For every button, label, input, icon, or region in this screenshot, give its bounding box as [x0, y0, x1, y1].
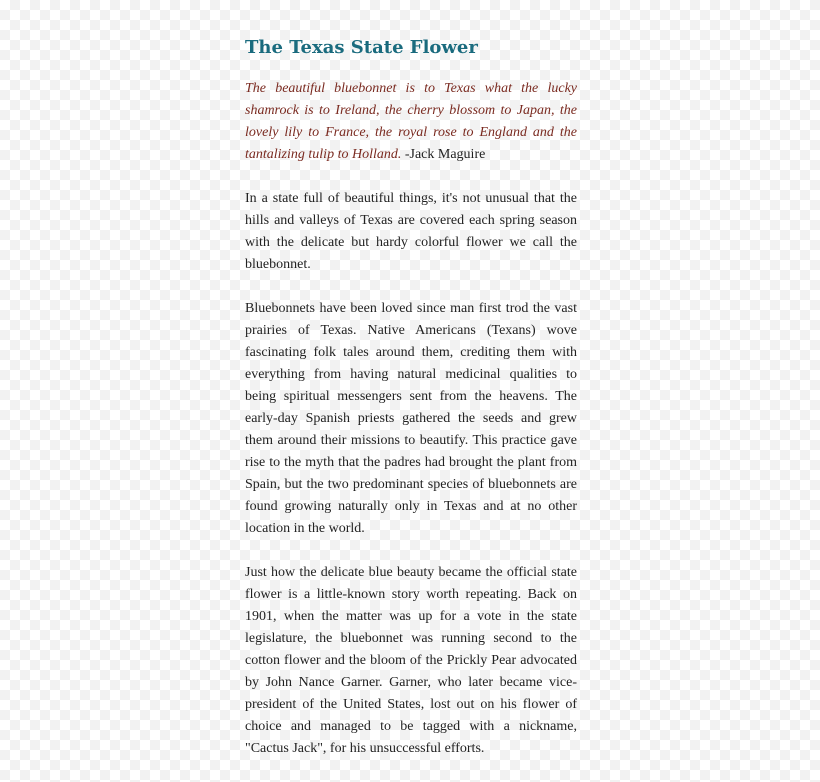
paragraph: In a state full of beautiful things, it's not unusual that the hills and valleys of Texas are covered each spring season with the delicate but hardy colorful flower we call the bluebonnet. — [245, 191, 577, 272]
quote-attribution: -Jack Maguire — [404, 147, 486, 162]
paragraph: Just how the delicate blue beauty became the official state flower is a little-known story worth repeating. Back on 1901, when the matter was up for a vote in the state legislature, the bluebonnet was running second to the cotton flower and the bloom of the Prickly Pear advocated by John Nance Garner. Garner, who later became vice-president of the United States, lost out on his flower of choice and managed to be tagged with a nickname, "Cactus Jack", for his unsuccessful efforts. — [245, 565, 577, 756]
article — [245, 36, 577, 782]
paragraph: Bluebonnets have been loved since man first trod the vast prairies of Texas. Native Americans (Texans) wove fascinating folk tales around them, crediting them with everything from having natural medicinal qualities to being spiritual messengers sent from the heavens. The early-day Spanish priests gathered the seeds and grew them around their missions to beautify. This practice gave rise to the myth that the padres had brought the plant from Spain, but the two predominant species of bluebonnets are found growing naturally only in Texas and at no other location in the world. — [245, 301, 577, 536]
epigraph-quote — [245, 78, 577, 166]
quote-text: The beautiful bluebonnet is to Texas what the lucky shamrock is to Ireland, the cherry blossom to Japan, the lovely lily to France, the royal rose to England and the tantalizing tulip to Holland. — [245, 81, 577, 162]
page-title: The Texas State Flower — [245, 37, 478, 58]
